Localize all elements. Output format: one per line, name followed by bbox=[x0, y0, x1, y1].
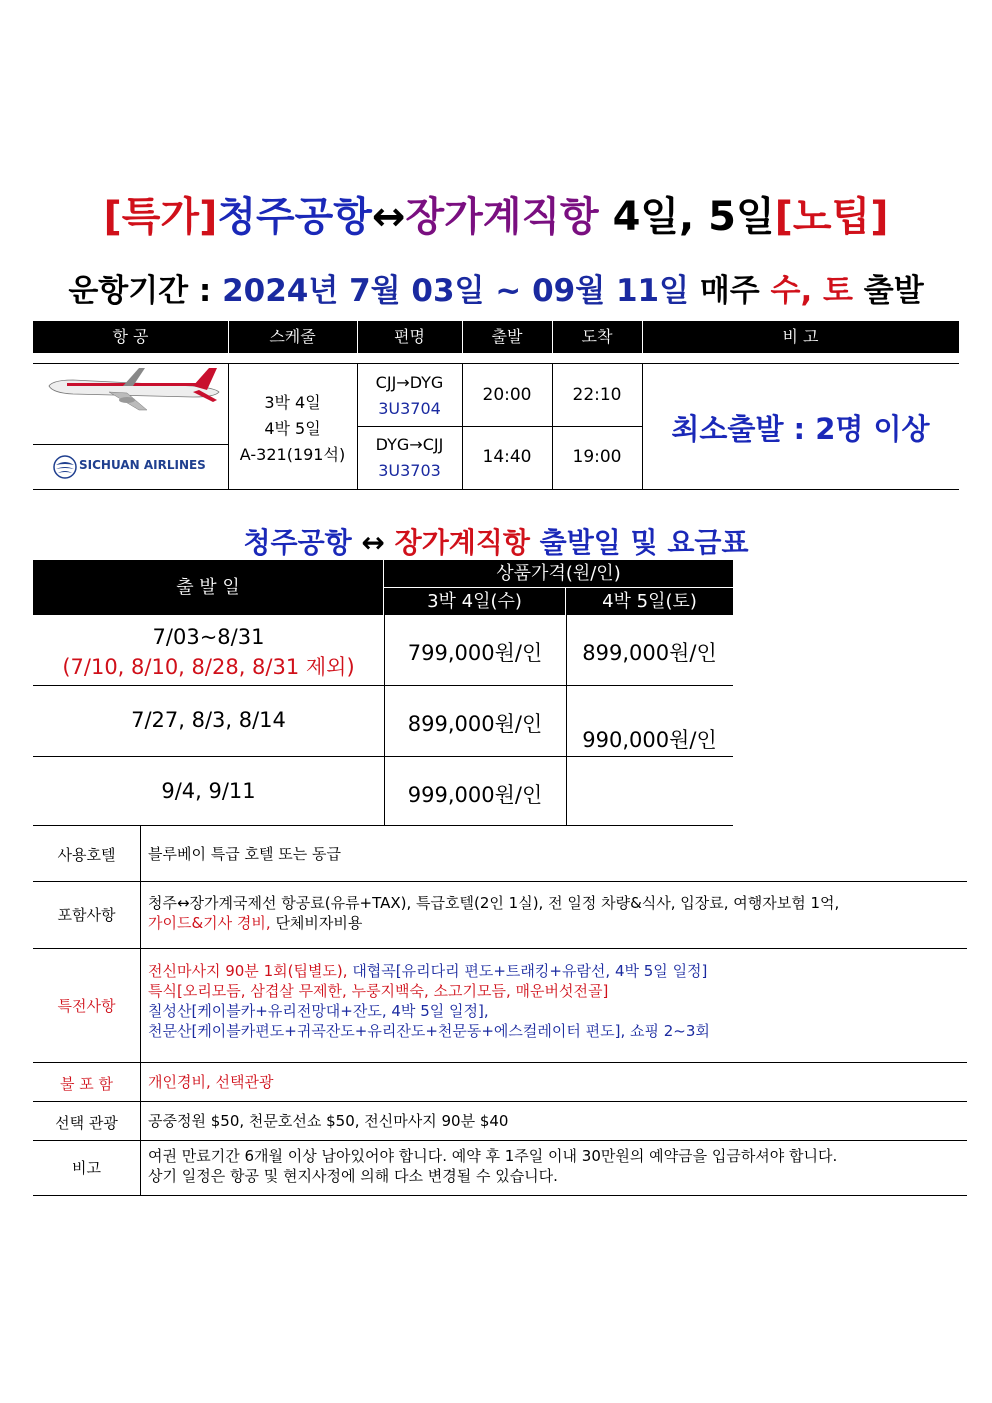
header-schedule: 스케줄 bbox=[228, 321, 358, 353]
special-line-1 bbox=[148, 961, 963, 981]
price-title-arrow: ↔ bbox=[351, 526, 395, 559]
special-line-3: 칠성산[케이블카+유리전망대+잔도, 4박 5일 일정], bbox=[148, 1002, 489, 1020]
row-2-date: 7/27, 8/3, 8/14 bbox=[131, 708, 286, 732]
special-massage: 전신마사지 90분 1회(팁별도), bbox=[148, 962, 348, 980]
period-days: 수, 토 bbox=[770, 273, 853, 309]
header-3n4d: 3박 4일(수) bbox=[384, 588, 565, 615]
row-1-date-range: 7/03~8/31 bbox=[152, 625, 265, 649]
row-1-price-4n: 899,000원/인 bbox=[582, 641, 717, 665]
special-label: 특전사항 bbox=[57, 997, 116, 1015]
includes-line-1: 청주↔장가계국제선 항공료(유류+TAX), 특급호텔(2인 1실), 전 일정 차량&식사, 입장료, 여행자보험 1억, bbox=[148, 894, 840, 912]
schedule-4n: 4박 5일 bbox=[264, 419, 321, 438]
includes-visa: 단체비자비용 bbox=[270, 914, 363, 932]
includes-line-2 bbox=[148, 913, 963, 933]
title-origin: 청주공항 bbox=[217, 194, 372, 240]
includes-value bbox=[148, 893, 963, 933]
optional-tour-label: 선택 관광 bbox=[55, 1114, 118, 1132]
period-weekly: 매주 bbox=[689, 273, 771, 309]
note-label: 비고 bbox=[72, 1159, 101, 1177]
arrive-inbound: 19:00 bbox=[572, 447, 622, 467]
note-line-1: 여권 만료기간 6개월 이상 남아있어야 합니다. 예약 후 1주일 이내 30만원의 예약금을 입금하셔야 합니다. bbox=[148, 1147, 838, 1165]
title-tag: 특가 bbox=[121, 194, 200, 240]
hotel-value: 블루베이 특급 호텔 또는 동급 bbox=[148, 845, 341, 863]
title-destination: 장가계직항 bbox=[405, 194, 599, 240]
row-3-price-3n: 999,000원/인 bbox=[407, 783, 543, 807]
optional-tour-value: 공중정원 $50, 천문호선쇼 $50, 전신마사지 90분 $40 bbox=[148, 1112, 509, 1130]
header-depart: 출발 bbox=[462, 321, 553, 353]
row-3-date: 9/4, 9/11 bbox=[161, 779, 256, 803]
special-line-2: 특식[오리모듬, 삼겹살 무제한, 누룽지백숙, 소고기모듬, 매운버섯전골] bbox=[148, 982, 609, 1000]
flight-table bbox=[33, 363, 959, 490]
header-arrive: 도착 bbox=[552, 321, 643, 353]
row-2-price-3n: 899,000원/인 bbox=[407, 712, 543, 736]
flight-outbound bbox=[357, 370, 462, 422]
excludes-label: 불 포 함 bbox=[59, 1075, 113, 1093]
route-inbound: DYG→CJJ bbox=[375, 435, 444, 454]
code-outbound: 3U3704 bbox=[378, 399, 441, 418]
depart-outbound: 20:00 bbox=[482, 385, 532, 405]
sichuan-airlines-logo-icon bbox=[53, 455, 77, 479]
header-airline: 항 공 bbox=[33, 321, 229, 353]
row-1-price-3n: 799,000원/인 bbox=[407, 641, 543, 665]
price-table bbox=[33, 560, 733, 826]
title-arrow: ↔ bbox=[371, 194, 406, 240]
airplane-icon bbox=[43, 364, 223, 412]
title-duration: 4일, 5일 bbox=[598, 194, 775, 240]
header-departure-date: 출 발 일 bbox=[33, 560, 383, 615]
title-notip: [노팁] bbox=[774, 194, 889, 240]
flight-inbound bbox=[357, 432, 462, 484]
includes-label: 포함사항 bbox=[57, 906, 116, 924]
note-line-2: 상기 일정은 항공 및 현지사정에 의해 다소 변경될 수 있습니다. bbox=[148, 1167, 558, 1185]
airline-name: SICHUAN AIRLINES bbox=[79, 458, 206, 472]
row-1-exclusions: (7/10, 8/10, 8/28, 8/31 제외) bbox=[62, 655, 355, 679]
period-label: 운항기간 : bbox=[68, 273, 223, 309]
schedule-cell bbox=[228, 390, 357, 468]
header-flight-no: 편명 bbox=[357, 321, 463, 353]
header-product-price: 상품가격(원/인) bbox=[384, 560, 733, 587]
operation-period bbox=[0, 265, 992, 310]
merged-price-4n: 990,000원/인 bbox=[582, 728, 717, 752]
arrive-outbound: 22:10 bbox=[572, 385, 622, 405]
period-depart: 출발 bbox=[852, 273, 924, 309]
special-value bbox=[148, 961, 963, 1041]
minimum-departure-note: 최소출발 : 2명 이상 bbox=[671, 412, 930, 446]
flight-table-header bbox=[33, 321, 959, 353]
header-4n5d: 4박 5일(토) bbox=[566, 588, 733, 615]
depart-inbound: 14:40 bbox=[482, 447, 532, 467]
title-bracket-close: ] bbox=[199, 194, 218, 240]
period-dates: 2024년 7월 03일 ~ 09월 11일 bbox=[222, 273, 690, 309]
code-inbound: 3U3703 bbox=[378, 461, 441, 480]
page-title bbox=[0, 185, 992, 242]
hotel-label: 사용호텔 bbox=[57, 846, 116, 864]
price-title-origin: 청주공항 bbox=[243, 526, 352, 559]
excludes-value: 개인경비, 선택관광 bbox=[148, 1073, 274, 1091]
route-outbound: CJJ→DYG bbox=[375, 373, 444, 392]
info-table bbox=[33, 826, 967, 1196]
header-note: 비 고 bbox=[782, 327, 819, 346]
price-row-1-date bbox=[33, 622, 384, 682]
includes-guide-fee: 가이드&기사 경비, bbox=[148, 914, 271, 932]
schedule-3n: 3박 4일 bbox=[264, 393, 321, 412]
aircraft-type: A-321(191석) bbox=[239, 445, 346, 464]
price-table-title bbox=[0, 521, 992, 561]
special-grand-canyon: 대협곡[유리다리 편도+트래킹+유람선, 4박 5일 일정] bbox=[347, 962, 708, 980]
price-title-rest: 출발일 및 요금표 bbox=[529, 526, 749, 559]
note-value bbox=[148, 1146, 963, 1186]
special-line-4: 천문산[케이블카편도+귀곡잔도+유리잔도+천문동+에스컬레이터 편도], 쇼핑 2~3회 bbox=[148, 1022, 710, 1040]
title-bracket-open: [ bbox=[103, 194, 122, 240]
price-title-destination: 장가계직항 bbox=[394, 526, 530, 559]
